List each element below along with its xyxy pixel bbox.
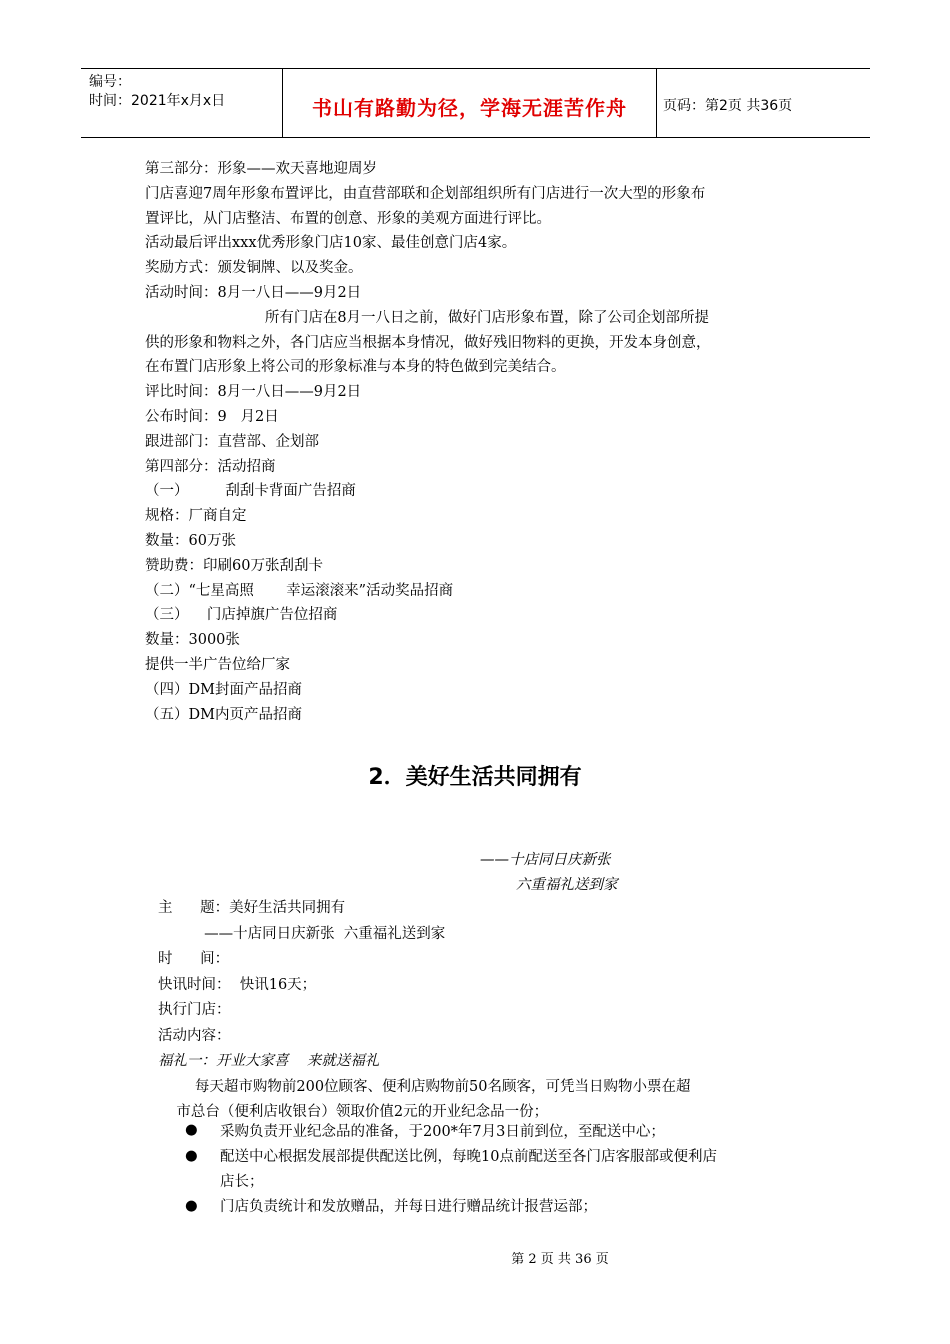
- theme-line-2: ——十店同日庆新张 六重福礼送到家: [158, 925, 446, 942]
- text-line: 提供一半广告位给厂家: [145, 656, 290, 673]
- text-line: 数量：3000张: [145, 632, 240, 649]
- header-motto: 书山有路勤为径，学海无涯苦作舟: [283, 69, 657, 137]
- text-line: 规格：厂商自定: [145, 508, 247, 525]
- para-line: 每天超市购物前200位顾客、便利店购物前50名顾客，可凭当日购物小票在超: [158, 1078, 691, 1095]
- bullet-icon: ●: [185, 1122, 198, 1138]
- header-meta: [81, 69, 283, 137]
- header-page-number: 页码：第2页 共36页: [663, 98, 793, 114]
- subtitle-line-1: ——十店同日庆新张: [480, 852, 611, 868]
- text-line: 第三部分：形象——欢天喜地迎周岁: [145, 161, 377, 177]
- content-line: 活动内容：: [158, 1027, 231, 1044]
- text-line: （四）DM封面产品招商: [145, 681, 302, 698]
- text-line: 供的形象和物料之外，各门店应当根据本身情况，做好残旧物料的更换，开发本身创意，: [145, 334, 711, 351]
- bullet-icon: ●: [185, 1148, 198, 1164]
- bullet-text: 店长；: [220, 1174, 264, 1190]
- text-line: 置评比，从门店整洁、布置的创意、形象的美观方面进行评比。: [145, 210, 551, 227]
- bullet-text: 配送中心根据发展部提供配送比例，每晚10点前配送至各门店客服部或便利店: [220, 1149, 717, 1165]
- stores-line: 执行门店：: [158, 1002, 231, 1018]
- section2-body: [158, 896, 838, 1126]
- section-title: 2．美好生活共同拥有: [368, 765, 582, 790]
- text-line: 奖励方式：颁发铜牌、以及奖金。: [145, 260, 363, 277]
- text-line: 赞助费：印刷60万张刮刮卡: [145, 557, 323, 574]
- text-line: 跟进部门：直营部、企划部: [145, 433, 319, 450]
- page-footer: 第 2 页 共 36 页: [511, 1252, 609, 1267]
- para-line: 市总台（便利店收银台）领取价值2元的开业纪念品一份；: [158, 1104, 549, 1120]
- subtitle-line-2: 六重福礼送到家: [516, 877, 618, 893]
- text-line: 活动最后评出xxx优秀形象门店10家、最佳创意门店4家。: [145, 235, 517, 252]
- bullet-text: 采购负责开业纪念品的准备，于200*年7月3日前到位，至配送中心；: [220, 1124, 665, 1140]
- text-line: 门店喜迎7周年形象布置评比，由直营部联和企划部组织所有门店进行一次大型的形象布: [145, 185, 706, 202]
- code-label: 编号：: [89, 74, 131, 90]
- bullet-icon: ●: [185, 1198, 198, 1214]
- text-line: （二）“七星高照 幸运滚滚来”活动奖品招商: [145, 582, 454, 599]
- news-line: 快讯时间： 快讯16天；: [158, 976, 317, 993]
- text-line: 所有门店在8月一八日之前，做好门店形象布置，除了公司企划部所提: [145, 309, 710, 326]
- text-line: 数量：60万张: [145, 532, 236, 549]
- text-line: 在布置门店形象上将公司的形象标准与本身的特色做到完美结合。: [145, 359, 566, 376]
- page-header: [81, 68, 870, 138]
- text-line: 第四部分：活动招商: [145, 458, 276, 475]
- text-line: （一） 刮刮卡背面广告招商: [145, 483, 356, 500]
- part3-body: [145, 157, 825, 727]
- text-line: 活动时间：8月一八日——9月2日: [145, 284, 362, 301]
- text-line: 评比时间：8月一八日——9月2日: [145, 384, 362, 401]
- text-line: （三） 门店掉旗广告位招商: [145, 607, 338, 624]
- time-line: 时 间：: [158, 951, 230, 967]
- time-label: 时间：2021年x月x日: [89, 93, 226, 109]
- gift1-line: 福礼一：开业大家喜 来就送福礼: [158, 1053, 380, 1069]
- theme-line: 主 题：美好生活共同拥有: [158, 900, 346, 916]
- text-line: 公布时间：9 月2日: [145, 408, 279, 425]
- bullet-text: 门店负责统计和发放赠品，并每日进行赠品统计报营运部；: [220, 1199, 597, 1215]
- text-line: （五）DM内页产品招商: [145, 706, 302, 723]
